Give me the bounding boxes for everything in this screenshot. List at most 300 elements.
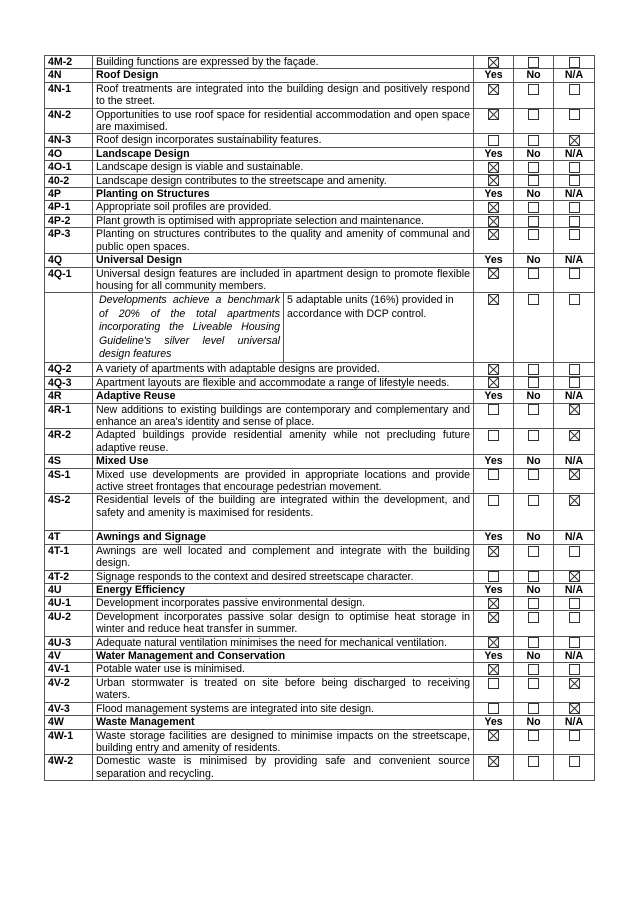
checkbox-cell-no (514, 570, 554, 583)
checkbox-cell-na (554, 610, 595, 636)
checkbox-cell-na (554, 174, 595, 187)
checked-box-icon[interactable] (488, 612, 499, 623)
checkbox-cell-no (514, 729, 554, 755)
checkbox-cell-na (554, 403, 595, 429)
checkbox-cell-yes (474, 214, 514, 227)
section-row (45, 455, 595, 468)
clause-code: 4U-2 (45, 610, 93, 636)
table-row (45, 293, 595, 363)
requirement-text: Development incorporates passive environmental design. (93, 597, 474, 610)
table-row (45, 729, 595, 755)
checkbox-cell-yes (474, 755, 514, 781)
empty-box-icon[interactable] (569, 364, 580, 375)
empty-box-icon[interactable] (569, 84, 580, 95)
checkbox-cell-na (554, 544, 595, 570)
checkbox-cell-yes (474, 82, 514, 108)
checkbox-cell-yes (474, 174, 514, 187)
empty-box-icon[interactable] (569, 730, 580, 741)
checkbox-cell-no (514, 134, 554, 147)
empty-box-icon[interactable] (528, 756, 539, 767)
checked-box-icon[interactable] (488, 377, 499, 388)
checked-box-icon[interactable] (488, 756, 499, 767)
checkbox-cell-yes (474, 494, 514, 531)
requirement-text: Domestic waste is minimised by providing safe and convenient source separation and recycling. (93, 755, 474, 781)
empty-box-icon[interactable] (528, 162, 539, 173)
checkbox-cell-na (554, 56, 595, 69)
clause-code: 4N-2 (45, 108, 93, 134)
requirement-text: Potable water use is minimised. (93, 663, 474, 676)
column-header-na: N/A (554, 531, 595, 544)
empty-box-icon[interactable] (569, 664, 580, 675)
empty-box-icon[interactable] (569, 598, 580, 609)
checkbox-cell-na (554, 663, 595, 676)
table-row (45, 610, 595, 636)
checkbox-cell-yes (474, 56, 514, 69)
checkbox-cell-na (554, 363, 595, 376)
section-title: Energy Efficiency (93, 584, 474, 597)
requirement-text: Adapted buildings provide residential amenity while not precluding future adaptive reuse. (93, 429, 474, 455)
empty-box-icon[interactable] (569, 546, 580, 557)
empty-box-icon[interactable] (528, 404, 539, 415)
clause-code: 4N (45, 69, 93, 82)
requirement-text: Development incorporates passive solar design to optimise heat storage in winter and reduce heat transfer in summer. (93, 610, 474, 636)
column-header-no: No (514, 531, 554, 544)
column-header-yes: Yes (474, 254, 514, 267)
empty-box-icon[interactable] (488, 404, 499, 415)
section-row (45, 650, 595, 663)
clause-code: 40-2 (45, 174, 93, 187)
checked-box-icon[interactable] (488, 229, 499, 240)
section-title: Roof Design (93, 69, 474, 82)
checkbox-cell-no (514, 676, 554, 702)
section-row (45, 531, 595, 544)
checkbox-cell-no (514, 403, 554, 429)
section-title: Awnings and Signage (93, 531, 474, 544)
clause-code: 4P-1 (45, 201, 93, 214)
empty-box-icon[interactable] (528, 109, 539, 120)
empty-box-icon[interactable] (569, 57, 580, 68)
checkbox-cell-no (514, 755, 554, 781)
clause-code: 4T (45, 531, 93, 544)
checkbox-cell-yes (474, 376, 514, 389)
table-row (45, 636, 595, 649)
table-row (45, 597, 595, 610)
column-header-na: N/A (554, 147, 595, 160)
empty-box-icon[interactable] (528, 57, 539, 68)
clause-code: 4V-3 (45, 702, 93, 715)
section-title: Universal Design (93, 254, 474, 267)
checked-box-icon[interactable] (488, 57, 499, 68)
column-header-no: No (514, 584, 554, 597)
table-row (45, 161, 595, 174)
section-title: Water Management and Conservation (93, 650, 474, 663)
clause-code: 4P-3 (45, 228, 93, 254)
empty-box-icon[interactable] (569, 756, 580, 767)
checkbox-cell-na (554, 676, 595, 702)
clause-code: 4S (45, 455, 93, 468)
checkbox-cell-yes (474, 570, 514, 583)
checkbox-cell-no (514, 702, 554, 715)
clause-code: 4V (45, 650, 93, 663)
clause-code: 4W-1 (45, 729, 93, 755)
checkbox-cell-no (514, 174, 554, 187)
column-header-no: No (514, 188, 554, 201)
column-header-yes: Yes (474, 716, 514, 729)
table-row (45, 82, 595, 108)
table-row (45, 755, 595, 781)
checked-box-icon[interactable] (488, 175, 499, 186)
empty-box-icon[interactable] (528, 637, 539, 648)
checkbox-cell-na (554, 702, 595, 715)
clause-code: 4Q-2 (45, 363, 93, 376)
checked-box-icon[interactable] (488, 216, 499, 227)
checkbox-cell-yes (474, 663, 514, 676)
clause-code: 4V-1 (45, 663, 93, 676)
requirement-text: Building functions are expressed by the façade. (93, 56, 474, 69)
requirement-text: Signage responds to the context and desired streetscape character. (93, 570, 474, 583)
requirement-text: A variety of apartments with adaptable designs are provided. (93, 363, 474, 376)
checkbox-cell-yes (474, 201, 514, 214)
clause-code: 4M-2 (45, 56, 93, 69)
checkbox-cell-no (514, 56, 554, 69)
empty-box-icon[interactable] (528, 730, 539, 741)
table-row (45, 56, 595, 69)
checked-box-icon[interactable] (488, 730, 499, 741)
clause-code: 4N-3 (45, 134, 93, 147)
checked-box-icon[interactable] (488, 598, 499, 609)
checkbox-cell-na (554, 755, 595, 781)
checkbox-cell-na (554, 214, 595, 227)
column-header-no: No (514, 147, 554, 160)
column-header-na: N/A (554, 584, 595, 597)
empty-box-icon[interactable] (569, 637, 580, 648)
checkbox-cell-no (514, 636, 554, 649)
table-row (45, 468, 595, 494)
checkbox-cell-na (554, 134, 595, 147)
checkbox-cell-yes (474, 363, 514, 376)
checkbox-cell-na (554, 267, 595, 293)
requirement-text: Opportunities to use roof space for residential accommodation and open space are maximised. (93, 108, 474, 134)
section-row (45, 147, 595, 160)
requirement-text: Appropriate soil profiles are provided. (93, 201, 474, 214)
checked-box-icon[interactable] (569, 571, 580, 582)
requirement-text: Plant growth is optimised with appropriate selection and maintenance. (93, 214, 474, 227)
compliance-table-body (45, 56, 595, 781)
clause-code: 4Q-3 (45, 376, 93, 389)
column-header-na: N/A (554, 188, 595, 201)
column-header-na: N/A (554, 716, 595, 729)
checkbox-cell-no (514, 82, 554, 108)
empty-box-icon[interactable] (528, 495, 539, 506)
column-header-yes: Yes (474, 584, 514, 597)
column-header-na: N/A (554, 69, 595, 82)
checkbox-cell-yes (474, 108, 514, 134)
table-row (45, 174, 595, 187)
empty-box-icon[interactable] (569, 202, 580, 213)
clause-code: 4Q (45, 254, 93, 267)
checkbox-cell-yes (474, 228, 514, 254)
checkbox-cell-no (514, 267, 554, 293)
empty-box-icon[interactable] (488, 571, 499, 582)
checked-box-icon[interactable] (569, 469, 580, 480)
table-row (45, 702, 595, 715)
empty-box-icon[interactable] (528, 664, 539, 675)
empty-box-icon[interactable] (569, 216, 580, 227)
checkbox-cell-na (554, 636, 595, 649)
empty-box-icon[interactable] (528, 175, 539, 186)
empty-box-icon[interactable] (528, 229, 539, 240)
empty-box-icon[interactable] (528, 571, 539, 582)
requirement-text: Planting on structures contributes to the quality and amenity of communal and public open spaces. (93, 228, 474, 254)
checked-box-icon[interactable] (488, 162, 499, 173)
checkbox-cell-no (514, 663, 554, 676)
empty-box-icon[interactable] (528, 598, 539, 609)
checkbox-cell-no (514, 376, 554, 389)
checked-box-icon[interactable] (488, 84, 499, 95)
section-row (45, 716, 595, 729)
checked-box-icon[interactable] (488, 664, 499, 675)
checked-box-icon[interactable] (488, 364, 499, 375)
checkbox-cell-yes (474, 134, 514, 147)
checkbox-cell-yes (474, 429, 514, 455)
checked-box-icon[interactable] (488, 637, 499, 648)
clause-code: 4U (45, 584, 93, 597)
checkbox-cell-na (554, 376, 595, 389)
empty-box-icon[interactable] (528, 377, 539, 388)
clause-code: 4Q-1 (45, 267, 93, 293)
checkbox-cell-yes (474, 267, 514, 293)
checkbox-cell-no (514, 610, 554, 636)
table-row (45, 108, 595, 134)
checkbox-cell-yes (474, 702, 514, 715)
empty-box-icon[interactable] (569, 294, 580, 305)
checkbox-cell-yes (474, 597, 514, 610)
column-header-yes: Yes (474, 531, 514, 544)
column-header-na: N/A (554, 650, 595, 663)
clause-code: 4T-2 (45, 570, 93, 583)
checkbox-cell-no (514, 363, 554, 376)
checkbox-cell-no (514, 544, 554, 570)
empty-box-icon[interactable] (528, 546, 539, 557)
column-header-yes: Yes (474, 188, 514, 201)
checkbox-cell-na (554, 570, 595, 583)
section-row (45, 69, 595, 82)
clause-code: 4R-2 (45, 429, 93, 455)
clause-code: 4N-1 (45, 82, 93, 108)
checkbox-cell-na (554, 468, 595, 494)
column-header-no: No (514, 716, 554, 729)
requirement-text: Landscape design contributes to the streetscape and amenity. (93, 174, 474, 187)
column-header-no: No (514, 254, 554, 267)
table-row (45, 570, 595, 583)
table-row (45, 676, 595, 702)
empty-box-icon[interactable] (488, 678, 499, 689)
empty-box-icon[interactable] (528, 469, 539, 480)
column-header-yes: Yes (474, 650, 514, 663)
column-header-yes: Yes (474, 390, 514, 403)
clause-code: 4T-1 (45, 544, 93, 570)
clause-code: 4S-1 (45, 468, 93, 494)
requirement-text: Roof design incorporates sustainability features. (93, 134, 474, 147)
clause-code: 4U-1 (45, 597, 93, 610)
checkbox-cell-yes (474, 293, 514, 363)
empty-box-icon[interactable] (488, 469, 499, 480)
checkbox-cell-no (514, 108, 554, 134)
empty-box-icon[interactable] (528, 294, 539, 305)
empty-box-icon[interactable] (528, 364, 539, 375)
checkbox-cell-no (514, 468, 554, 494)
checkbox-cell-na (554, 161, 595, 174)
checked-box-icon[interactable] (488, 294, 499, 305)
clause-code: 4P (45, 188, 93, 201)
checkbox-cell-na (554, 228, 595, 254)
checkbox-cell-yes (474, 610, 514, 636)
checkbox-cell-no (514, 597, 554, 610)
checkbox-cell-na (554, 82, 595, 108)
checkbox-cell-na (554, 201, 595, 214)
checkbox-cell-yes (474, 403, 514, 429)
section-row (45, 390, 595, 403)
table-row (45, 201, 595, 214)
section-row (45, 188, 595, 201)
empty-box-icon[interactable] (528, 612, 539, 623)
checkbox-cell-na (554, 494, 595, 531)
table-row (45, 376, 595, 389)
table-row (45, 134, 595, 147)
checkbox-cell-no (514, 201, 554, 214)
checkbox-cell-no (514, 228, 554, 254)
clause-code: 4O-1 (45, 161, 93, 174)
checked-box-icon[interactable] (569, 495, 580, 506)
section-title: Landscape Design (93, 147, 474, 160)
requirement-text: Adequate natural ventilation minimises the need for mechanical ventilation. (93, 636, 474, 649)
checked-box-icon[interactable] (488, 109, 499, 120)
requirement-text: Apartment layouts are flexible and accommodate a range of lifestyle needs. (93, 376, 474, 389)
requirement-text: Mixed use developments are provided in appropriate locations and provide active street frontages that encourage pedestrian movement. (93, 468, 474, 494)
empty-box-icon[interactable] (569, 162, 580, 173)
checkbox-cell-yes (474, 468, 514, 494)
checkbox-cell-na (554, 293, 595, 363)
column-header-no: No (514, 390, 554, 403)
section-title: Mixed Use (93, 455, 474, 468)
column-header-na: N/A (554, 455, 595, 468)
checkbox-cell-na (554, 429, 595, 455)
clause-code: 4S-2 (45, 494, 93, 531)
checkbox-cell-yes (474, 636, 514, 649)
column-header-yes: Yes (474, 147, 514, 160)
checkbox-cell-no (514, 429, 554, 455)
requirement-text: Landscape design is viable and sustainable. (93, 161, 474, 174)
column-header-na: N/A (554, 390, 595, 403)
empty-box-icon[interactable] (528, 430, 539, 441)
table-row (45, 429, 595, 455)
table-row (45, 363, 595, 376)
empty-box-icon[interactable] (488, 703, 499, 714)
checkbox-cell-na (554, 729, 595, 755)
checked-box-icon[interactable] (569, 430, 580, 441)
requirement-text: Universal design features are included in apartment design to promote flexible housing for all community members. (93, 267, 474, 293)
column-header-no: No (514, 650, 554, 663)
column-header-yes: Yes (474, 69, 514, 82)
empty-box-icon[interactable] (528, 268, 539, 279)
section-row (45, 584, 595, 597)
checked-box-icon[interactable] (488, 268, 499, 279)
empty-box-icon[interactable] (488, 430, 499, 441)
table-row (45, 214, 595, 227)
empty-box-icon[interactable] (528, 84, 539, 95)
requirement-text: Urban stormwater is treated on site before being discharged to receiving waters. (93, 676, 474, 702)
empty-box-icon[interactable] (528, 703, 539, 714)
column-header-na: N/A (554, 254, 595, 267)
control-table (96, 293, 470, 362)
clause-code: 4R (45, 390, 93, 403)
control-text: Developments achieve a benchmark of 20% of the total apartments incorporating the Liveable Housing Guideline's silver level universal design features (96, 293, 284, 362)
table-row (45, 663, 595, 676)
empty-box-icon[interactable] (488, 495, 499, 506)
checkbox-cell-na (554, 597, 595, 610)
clause-code: 4W-2 (45, 755, 93, 781)
column-header-no: No (514, 69, 554, 82)
checkbox-cell-yes (474, 544, 514, 570)
clause-code: 4V-2 (45, 676, 93, 702)
checked-box-icon[interactable] (569, 404, 580, 415)
control-cell (93, 293, 474, 363)
clause-code: 4U-3 (45, 636, 93, 649)
checkbox-cell-yes (474, 676, 514, 702)
table-row (45, 228, 595, 254)
empty-box-icon[interactable] (569, 109, 580, 120)
compliance-table (44, 55, 595, 781)
requirement-text: Residential levels of the building are integrated within the development, and safety and amenity is maximised for residents. (93, 494, 474, 531)
section-title: Adaptive Reuse (93, 390, 474, 403)
empty-box-icon[interactable] (528, 678, 539, 689)
empty-box-icon[interactable] (528, 216, 539, 227)
empty-box-icon[interactable] (528, 135, 539, 146)
empty-box-icon[interactable] (528, 202, 539, 213)
empty-box-icon[interactable] (569, 612, 580, 623)
table-row (45, 494, 595, 531)
empty-box-icon[interactable] (488, 135, 499, 146)
section-title: Planting on Structures (93, 188, 474, 201)
clause-code: 4O (45, 147, 93, 160)
checked-box-icon[interactable] (569, 135, 580, 146)
empty-box-icon[interactable] (569, 175, 580, 186)
clause-code (45, 293, 93, 363)
checked-box-icon[interactable] (488, 202, 499, 213)
empty-box-icon[interactable] (569, 229, 580, 240)
checkbox-cell-yes (474, 729, 514, 755)
requirement-text: Roof treatments are integrated into the building design and positively respond to the street. (93, 82, 474, 108)
clause-code: 4P-2 (45, 214, 93, 227)
requirement-text: Waste storage facilities are designed to minimise impacts on the streetscape, building entry and amenity of residents. (93, 729, 474, 755)
empty-box-icon[interactable] (569, 268, 580, 279)
checkbox-cell-na (554, 108, 595, 134)
checked-box-icon[interactable] (569, 678, 580, 689)
checkbox-cell-no (514, 214, 554, 227)
checked-box-icon[interactable] (569, 703, 580, 714)
clause-code: 4R-1 (45, 403, 93, 429)
column-header-yes: Yes (474, 455, 514, 468)
requirement-text: Flood management systems are integrated into site design. (93, 702, 474, 715)
checkbox-cell-no (514, 161, 554, 174)
section-title: Waste Management (93, 716, 474, 729)
checkbox-cell-no (514, 293, 554, 363)
comment-text: 5 adaptable units (16%) provided in accordance with DCP control. (287, 294, 454, 320)
checkbox-cell-yes (474, 161, 514, 174)
empty-box-icon[interactable] (569, 377, 580, 388)
column-header-no: No (514, 455, 554, 468)
checked-box-icon[interactable] (488, 546, 499, 557)
